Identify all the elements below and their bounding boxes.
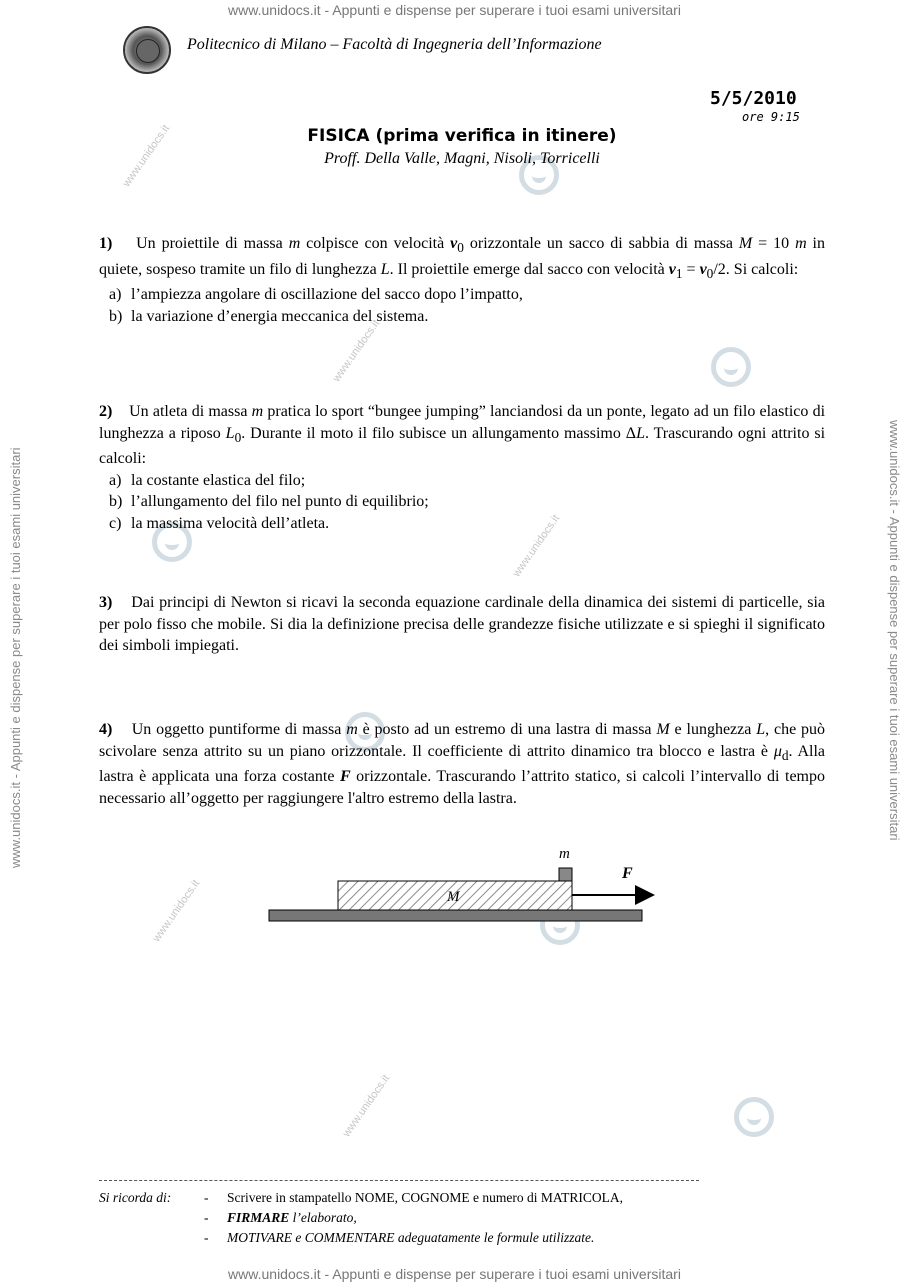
watermark-side-right: www.unidocs.it - Appunti e dispense per superare i tuoi esami universitari bbox=[887, 420, 902, 841]
problem-statement: 1) Un proiettile di massa m colpisce con velocità $v_0$ orizzontale un sacco di sabbia di massa M = 10 m in quiete, sospeso tramite un filo di lunghezza L. Il proiettile emerge dal sacco con velocità $v_1 = v_0/2$. Si calcoli: bbox=[99, 235, 826, 281]
university-seal-logo bbox=[123, 26, 171, 74]
problem-subitem: b) la variazione d’energia meccanica del sistema. bbox=[109, 307, 429, 325]
watermark-side-left: www.unidocs.it - Appunti e dispense per superare i tuoi esami universitari bbox=[8, 447, 23, 868]
institution-name: Politecnico di Milano – Facoltà di Ingegneria dell’Informazione bbox=[187, 36, 602, 53]
problem-subitem: b) l’allungamento del filo nel punto di equilibrio; bbox=[109, 493, 429, 511]
watermark-diagonal: www.unidocs.it bbox=[510, 512, 563, 580]
label-m: m bbox=[559, 846, 570, 862]
problem-1 bbox=[99, 233, 825, 327]
problem-statement: 2) Un atleta di massa m pratica lo sport “bungee jumping” lanciandosi da un ponte, legato ad un filo elastico di lunghezza a riposo $L_0$. Durante il moto il filo subisce un allungamento massimo ΔL. Trascurando ogni attrito si calcoli: bbox=[99, 403, 826, 468]
watermark-diagonal: www.unidocs.it bbox=[120, 122, 173, 190]
watermark-diagonal: www.unidocs.it bbox=[330, 317, 383, 385]
watermark-diagonal: www.unidocs.it bbox=[340, 1072, 393, 1140]
footer-line-2: - FIRMARE l’elaborato, bbox=[204, 1210, 357, 1225]
watermark-diagonal: www.unidocs.it bbox=[150, 877, 203, 945]
watermark-banner-top: www.unidocs.it - Appunti e dispense per superare i tuoi esami universitari bbox=[228, 2, 681, 18]
footer-line-3: - MOTIVARE e COMMENTARE adeguatamente le formule utilizzate. bbox=[204, 1230, 595, 1245]
label-F: F bbox=[622, 865, 633, 882]
exam-date: 5/5/2010 bbox=[710, 88, 797, 109]
problem-subitem: a) l’ampiezza angolare di oscillazione del sacco dopo l’impatto, bbox=[109, 286, 523, 304]
label-M: M bbox=[447, 889, 460, 905]
exam-time: ore 9:15 bbox=[742, 110, 800, 124]
problem-subitem: a) la costante elastica del filo; bbox=[109, 471, 306, 489]
problem-2 bbox=[99, 401, 825, 534]
watermark-banner-bottom: www.unidocs.it - Appunti e dispense per superare i tuoi esami universitari bbox=[228, 1266, 681, 1282]
horizontal-plane bbox=[269, 910, 642, 921]
mass-m-block bbox=[559, 868, 572, 881]
footer-line-1: Si ricorda di: - Scrivere in stampatello NOME, COGNOME e numero di MATRICOLA, bbox=[99, 1190, 623, 1205]
exam-title: FISICA (prima verifica in itinere) bbox=[307, 126, 617, 146]
problem-3 bbox=[99, 592, 825, 657]
problem-statement: 4) Un oggetto puntiforme di massa m è posto ad un estremo di una lastra di massa M e lunghezza L, che può scivolare senza attrito su un piano orizzontale. Il coefficiente di attrito dinamico tra blocco e lastra è $\mu_d$. Alla lastra è applicata una forza costante F orizzontale. Trascurando l’attrito statico, si calcoli l’intervallo di tempo necessario all’oggetto per raggiungere l'altro estremo della lastra. bbox=[99, 721, 826, 807]
footer-divider bbox=[99, 1180, 699, 1181]
problem-subitem: c) la massima velocità dell’atleta. bbox=[109, 514, 330, 532]
problem-statement: 3) Dai principi di Newton si ricavi la seconda equazione cardinale della dinamica dei sistemi di particelle, sia per polo fisso che mobile. Si dia la definizione precisa delle grandezze fisiche utilizzate e si spieghi il significato dei simboli impiegati. bbox=[99, 594, 826, 654]
problem-4 bbox=[99, 719, 825, 809]
slab-block-figure bbox=[260, 840, 680, 935]
watermark-logo-icon bbox=[734, 1097, 774, 1137]
professors-list: Proff. Della Valle, Magni, Nisoli, Torricelli bbox=[324, 150, 600, 167]
watermark-logo-icon bbox=[711, 347, 751, 387]
